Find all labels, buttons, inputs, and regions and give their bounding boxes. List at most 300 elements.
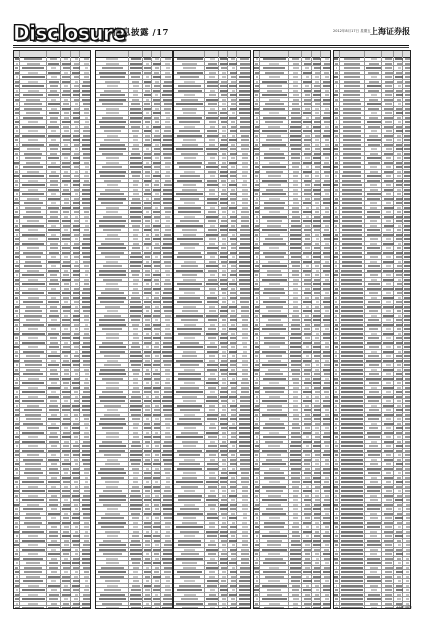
table-cell bbox=[336, 567, 338, 569]
table-cell bbox=[242, 508, 247, 510]
table-cell bbox=[99, 495, 126, 497]
table-cell bbox=[323, 472, 331, 474]
table-cell bbox=[75, 103, 78, 105]
table-cell bbox=[62, 450, 71, 452]
table-cell bbox=[396, 184, 402, 186]
table-cell bbox=[341, 544, 363, 546]
table-cell bbox=[370, 517, 378, 519]
table-cell bbox=[99, 121, 127, 123]
table-cell bbox=[240, 454, 251, 456]
table-cell bbox=[230, 364, 236, 366]
table-cell bbox=[16, 418, 18, 420]
table-cell bbox=[292, 535, 300, 537]
table-cell bbox=[48, 198, 60, 200]
table-cell bbox=[396, 427, 403, 429]
table-cell bbox=[256, 441, 258, 443]
table-cell bbox=[323, 553, 331, 555]
table-cell bbox=[62, 148, 70, 150]
table-cell bbox=[239, 279, 250, 281]
table-cell bbox=[325, 310, 329, 312]
table-cell bbox=[239, 270, 251, 272]
table-cell bbox=[323, 184, 331, 186]
table-cell bbox=[367, 414, 382, 416]
table-cell bbox=[23, 117, 44, 119]
table-cell bbox=[336, 549, 338, 551]
table-cell bbox=[255, 364, 259, 366]
table-cell bbox=[315, 81, 319, 83]
table-cell bbox=[50, 121, 57, 123]
table-cell bbox=[145, 495, 149, 497]
table-cell bbox=[291, 468, 301, 470]
table-cell bbox=[396, 126, 402, 128]
table-cell bbox=[25, 463, 40, 465]
table-cell bbox=[314, 310, 320, 312]
table-cell bbox=[404, 297, 411, 299]
table-cell bbox=[210, 324, 215, 326]
table-cell bbox=[293, 387, 299, 389]
table-cell bbox=[335, 81, 338, 83]
table-cell bbox=[341, 324, 363, 326]
table-cell bbox=[83, 342, 91, 344]
table-cell bbox=[16, 405, 18, 407]
table-cell bbox=[180, 576, 200, 578]
table-cell bbox=[16, 261, 18, 263]
table-cell bbox=[144, 549, 152, 551]
table-cell bbox=[344, 85, 361, 87]
table-cell bbox=[133, 423, 139, 425]
table-cell bbox=[396, 445, 403, 447]
table-cell bbox=[406, 508, 410, 510]
table-cell bbox=[132, 292, 139, 294]
table-cell bbox=[262, 279, 287, 281]
table-cell bbox=[264, 207, 284, 209]
table-cell bbox=[15, 351, 18, 353]
table-cell bbox=[176, 148, 203, 150]
table-cell bbox=[229, 117, 237, 119]
table-cell bbox=[130, 301, 141, 303]
table-cell bbox=[240, 117, 251, 119]
table-cell bbox=[404, 238, 411, 240]
table-cell bbox=[162, 504, 173, 506]
table-cell bbox=[293, 94, 299, 96]
table-cell bbox=[385, 81, 393, 83]
table-cell bbox=[405, 90, 411, 92]
table-cell bbox=[313, 283, 321, 285]
table-cell bbox=[266, 171, 283, 173]
table-cell bbox=[26, 99, 40, 101]
table-cell bbox=[335, 481, 337, 483]
table-cell bbox=[397, 382, 401, 384]
table-cell bbox=[153, 562, 161, 564]
table-cell bbox=[28, 81, 38, 83]
table-cell bbox=[164, 391, 172, 393]
table-cell bbox=[405, 472, 410, 474]
table-cell bbox=[266, 324, 282, 326]
table-cell bbox=[341, 364, 363, 366]
table-cell bbox=[305, 414, 310, 416]
table-cell bbox=[145, 373, 151, 375]
table-cell bbox=[153, 175, 161, 177]
table-cell bbox=[265, 238, 283, 240]
table-cell bbox=[130, 504, 142, 506]
table-cell bbox=[406, 522, 410, 524]
table-cell bbox=[303, 112, 311, 114]
table-cell bbox=[176, 391, 202, 393]
table-cell bbox=[73, 364, 80, 366]
table-cell bbox=[231, 225, 235, 227]
table-cell bbox=[154, 310, 160, 312]
table-cell bbox=[84, 589, 89, 591]
table-cell bbox=[305, 378, 310, 380]
table-cell bbox=[184, 171, 195, 173]
table-cell bbox=[102, 117, 123, 119]
table-cell bbox=[50, 90, 57, 92]
table-cell bbox=[82, 445, 90, 447]
table-cell bbox=[335, 301, 337, 303]
table-cell bbox=[74, 355, 80, 357]
table-cell bbox=[385, 585, 393, 587]
table-cell bbox=[51, 328, 56, 330]
table-cell bbox=[263, 562, 286, 564]
table-cell bbox=[163, 292, 173, 294]
table-cell bbox=[183, 400, 196, 402]
table-cell bbox=[222, 153, 227, 155]
table-cell bbox=[240, 405, 250, 407]
table-cell bbox=[27, 405, 40, 407]
table-cell bbox=[315, 274, 319, 276]
table-cell bbox=[304, 193, 311, 195]
table-cell bbox=[293, 279, 299, 281]
table-cell bbox=[303, 441, 312, 443]
table-cell bbox=[210, 157, 215, 159]
table-cell bbox=[221, 472, 228, 474]
table-cell bbox=[83, 184, 90, 186]
table-cell bbox=[335, 459, 337, 461]
table-cell bbox=[239, 256, 251, 258]
table-cell bbox=[370, 256, 378, 258]
table-cell bbox=[231, 346, 235, 348]
table-cell bbox=[230, 171, 236, 173]
table-cell bbox=[210, 256, 215, 258]
table-cell bbox=[335, 477, 337, 479]
table-cell bbox=[368, 90, 379, 92]
table-cell bbox=[241, 216, 249, 218]
table-cell bbox=[256, 117, 258, 119]
table-cell bbox=[305, 567, 309, 569]
table-cell bbox=[315, 436, 320, 438]
table-cell bbox=[49, 283, 59, 285]
table-cell bbox=[107, 535, 119, 537]
table-cell bbox=[255, 144, 258, 146]
table-cell bbox=[325, 427, 329, 429]
table-cell bbox=[51, 256, 56, 258]
table-cell bbox=[323, 283, 331, 285]
table-cell bbox=[63, 445, 69, 447]
table-cell bbox=[16, 576, 18, 578]
table-cell bbox=[163, 189, 173, 191]
table-cell bbox=[384, 450, 394, 452]
table-cell bbox=[242, 324, 248, 326]
table-cell bbox=[303, 351, 312, 353]
table-cell bbox=[83, 81, 90, 83]
table-cell bbox=[85, 324, 89, 326]
table-cell bbox=[62, 580, 70, 582]
table-cell bbox=[15, 310, 18, 312]
table-cell bbox=[210, 342, 215, 344]
table-cell bbox=[341, 387, 363, 389]
table-cell bbox=[50, 373, 58, 375]
table-cell bbox=[335, 337, 337, 339]
table-cell bbox=[220, 252, 227, 254]
table-cell bbox=[256, 238, 258, 240]
table-cell bbox=[240, 243, 251, 245]
table-cell bbox=[341, 508, 363, 510]
newspaper-name: 上海证券报 bbox=[370, 26, 410, 36]
table-cell bbox=[334, 342, 338, 344]
table-cell bbox=[404, 229, 411, 231]
table-cell bbox=[180, 364, 198, 366]
table-cell bbox=[370, 166, 377, 168]
table-cell bbox=[342, 207, 362, 209]
table-cell bbox=[305, 247, 309, 249]
table-cell bbox=[303, 531, 312, 533]
table-cell bbox=[131, 396, 141, 398]
table-cell bbox=[303, 450, 311, 452]
table-cell bbox=[323, 351, 331, 353]
table-cell bbox=[130, 256, 142, 258]
table-cell bbox=[63, 67, 70, 69]
table-cell bbox=[334, 558, 338, 560]
table-cell bbox=[241, 477, 249, 479]
table-cell bbox=[386, 427, 391, 429]
table-cell bbox=[154, 378, 160, 380]
table-cell bbox=[255, 333, 259, 335]
table-cell bbox=[16, 459, 18, 461]
table-cell bbox=[73, 252, 80, 254]
table-cell bbox=[209, 409, 215, 411]
table-cell bbox=[291, 157, 300, 159]
table-cell bbox=[106, 436, 118, 438]
table-cell bbox=[335, 454, 338, 456]
table-cell bbox=[341, 441, 364, 443]
table-cell bbox=[315, 234, 319, 236]
table-cell bbox=[165, 112, 170, 114]
table-cell bbox=[256, 256, 258, 258]
table-cell bbox=[323, 436, 331, 438]
table-cell bbox=[106, 486, 118, 488]
table-cell bbox=[48, 94, 59, 96]
table-cell bbox=[292, 486, 299, 488]
table-cell bbox=[256, 198, 258, 200]
table-cell bbox=[232, 378, 235, 380]
table-cell bbox=[146, 481, 149, 483]
table-cell bbox=[323, 540, 331, 542]
table-cell bbox=[314, 418, 321, 420]
table-cell bbox=[15, 382, 18, 384]
table-cell bbox=[15, 580, 19, 582]
table-cell bbox=[64, 328, 68, 330]
table-cell bbox=[230, 337, 236, 339]
table-cell bbox=[229, 139, 237, 141]
table-cell bbox=[146, 531, 149, 533]
table-cell bbox=[162, 297, 173, 299]
table-cell bbox=[292, 162, 300, 164]
table-cell bbox=[153, 463, 161, 465]
table-cell bbox=[104, 589, 121, 591]
table-cell bbox=[240, 463, 250, 465]
table-cell bbox=[164, 207, 172, 209]
table-cell bbox=[206, 549, 218, 551]
table-cell bbox=[84, 387, 90, 389]
table-cell bbox=[397, 423, 401, 425]
table-cell bbox=[262, 216, 287, 218]
table-cell bbox=[334, 112, 338, 114]
table-cell bbox=[383, 315, 394, 317]
table-cell bbox=[262, 265, 287, 267]
table-cell bbox=[133, 184, 138, 186]
table-cell bbox=[293, 522, 299, 524]
table-cell bbox=[181, 153, 198, 155]
table-cell bbox=[290, 459, 301, 461]
table-cell bbox=[177, 238, 203, 240]
table-cell bbox=[335, 571, 338, 573]
table-cell bbox=[28, 544, 38, 546]
table-cell bbox=[51, 171, 56, 173]
table-cell bbox=[180, 531, 199, 533]
table-cell bbox=[341, 297, 362, 299]
table-cell bbox=[165, 540, 171, 542]
table-cell bbox=[231, 247, 236, 249]
table-cell bbox=[177, 346, 203, 348]
table-cell bbox=[315, 360, 320, 362]
table-cell bbox=[325, 243, 329, 245]
table-cell bbox=[262, 585, 287, 587]
table-cell bbox=[384, 189, 394, 191]
table-cell bbox=[385, 558, 393, 560]
table-cell bbox=[84, 279, 89, 281]
table-cell bbox=[384, 504, 393, 506]
table-cell bbox=[268, 504, 281, 506]
table-cell bbox=[398, 544, 401, 546]
table-cell bbox=[303, 310, 311, 312]
table-cell bbox=[383, 279, 394, 281]
table-cell bbox=[75, 193, 78, 195]
table-cell bbox=[325, 396, 329, 398]
table-cell bbox=[383, 252, 393, 254]
table-cell bbox=[405, 130, 411, 132]
table-cell bbox=[385, 589, 393, 591]
table-cell bbox=[209, 189, 215, 191]
table-cell bbox=[313, 540, 321, 542]
table-cell bbox=[206, 400, 218, 402]
table-cell bbox=[207, 180, 217, 182]
table-cell bbox=[386, 283, 390, 285]
table-cell bbox=[184, 535, 195, 537]
table-cell bbox=[305, 504, 310, 506]
table-cell bbox=[75, 351, 78, 353]
table-cell bbox=[208, 211, 216, 213]
table-cell bbox=[183, 67, 197, 69]
table-cell bbox=[404, 211, 411, 213]
table-cell bbox=[368, 162, 380, 164]
table-cell bbox=[334, 486, 338, 488]
table-cell bbox=[16, 472, 18, 474]
table-cell bbox=[83, 337, 90, 339]
table-cell bbox=[62, 63, 71, 65]
table-cell bbox=[398, 121, 401, 123]
table-cell bbox=[324, 576, 329, 578]
table-cell bbox=[75, 508, 79, 510]
table-cell bbox=[335, 400, 338, 402]
table-cell bbox=[15, 180, 18, 182]
table-cell bbox=[106, 162, 118, 164]
table-cell bbox=[325, 463, 329, 465]
table-cell bbox=[313, 94, 321, 96]
table-cell bbox=[101, 202, 123, 204]
table-cell bbox=[398, 333, 401, 335]
table-cell bbox=[83, 598, 91, 600]
table-cell bbox=[210, 423, 215, 425]
table-cell bbox=[315, 297, 319, 299]
table-cell bbox=[14, 373, 19, 375]
table-cell bbox=[306, 166, 310, 168]
table-cell bbox=[324, 171, 331, 173]
table-cell bbox=[397, 504, 402, 506]
table-cell bbox=[369, 382, 379, 384]
table-cell bbox=[220, 418, 227, 420]
table-cell bbox=[107, 310, 119, 312]
table-cell bbox=[256, 418, 258, 420]
table-cell bbox=[306, 526, 310, 528]
table-cell bbox=[165, 418, 171, 420]
table-cell bbox=[314, 162, 321, 164]
table-cell bbox=[315, 76, 318, 78]
table-cell bbox=[62, 495, 70, 497]
table-cell bbox=[165, 216, 170, 218]
table-cell bbox=[207, 346, 217, 348]
table-cell bbox=[242, 328, 248, 330]
table-cell bbox=[165, 315, 171, 317]
table-cell bbox=[146, 162, 149, 164]
table-cell bbox=[105, 531, 119, 533]
table-cell bbox=[177, 328, 201, 330]
table-cell bbox=[241, 382, 248, 384]
table-cell bbox=[314, 481, 321, 483]
table-cell bbox=[324, 112, 330, 114]
table-cell bbox=[231, 603, 236, 605]
table-cell bbox=[221, 121, 228, 123]
table-cell bbox=[304, 153, 311, 155]
table-cell bbox=[269, 211, 280, 213]
table-cell bbox=[73, 445, 79, 447]
table-cell bbox=[397, 459, 401, 461]
table-cell bbox=[398, 508, 401, 510]
table-cell bbox=[165, 526, 170, 528]
table-cell bbox=[22, 234, 45, 236]
table-cell bbox=[181, 598, 198, 600]
data-table-5 bbox=[333, 50, 411, 609]
table-cell bbox=[98, 522, 126, 524]
table-cell bbox=[335, 526, 338, 528]
table-cell bbox=[231, 265, 236, 267]
table-cell bbox=[16, 247, 18, 249]
table-cell bbox=[325, 360, 329, 362]
table-cell bbox=[231, 436, 236, 438]
table-cell bbox=[293, 198, 298, 200]
table-cell bbox=[146, 261, 150, 263]
table-cell bbox=[83, 157, 89, 159]
table-cell bbox=[313, 607, 321, 609]
